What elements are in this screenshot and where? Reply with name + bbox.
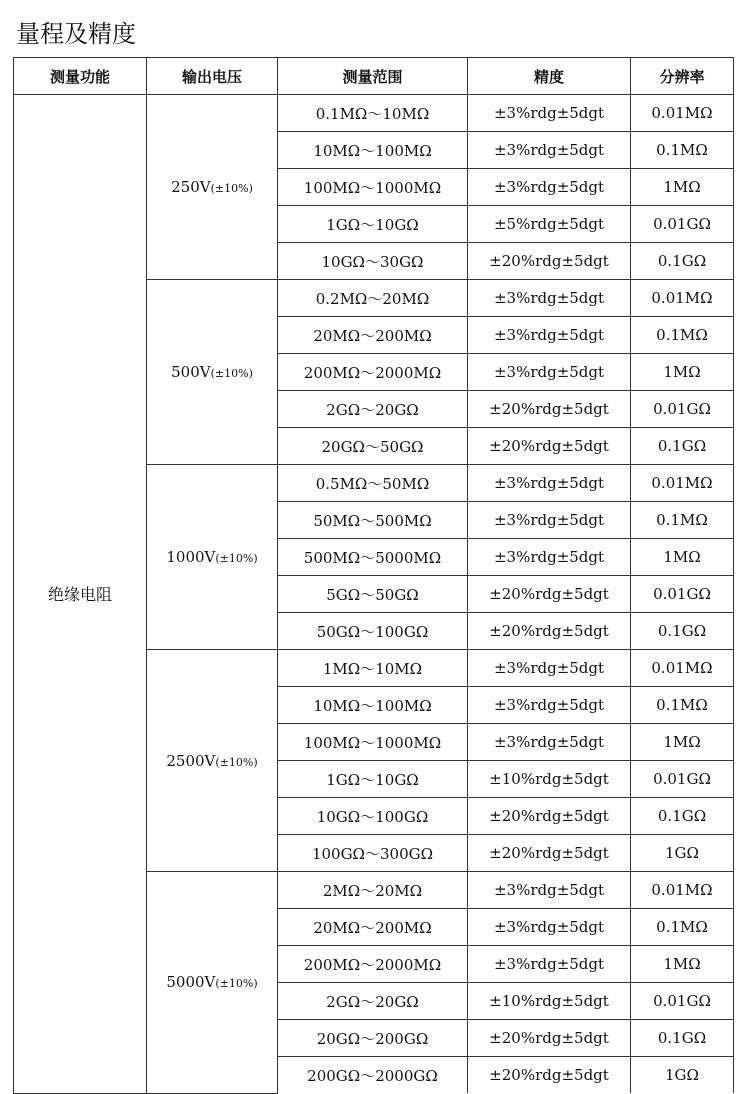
voltage-cell: [147, 280, 278, 465]
resolution-cell: 0.01GΩ: [631, 576, 734, 613]
voltage-tolerance: (±10%): [210, 367, 253, 380]
resolution-cell: 0.1GΩ: [631, 798, 734, 835]
resolution-cell: 0.1MΩ: [631, 132, 734, 169]
resolution-cell: 0.01MΩ: [631, 280, 734, 317]
accuracy-cell: ±3%rdg±5dgt: [468, 872, 631, 909]
range-cell: 20GΩ～200GΩ: [278, 1020, 468, 1057]
resolution-cell: 1MΩ: [631, 946, 734, 983]
resolution-cell: 0.1MΩ: [631, 502, 734, 539]
accuracy-cell: ±20%rdg±5dgt: [468, 1057, 631, 1094]
accuracy-cell: ±10%rdg±5dgt: [468, 983, 631, 1020]
accuracy-cell: ±20%rdg±5dgt: [468, 798, 631, 835]
resolution-cell: 0.01GΩ: [631, 983, 734, 1020]
accuracy-cell: ±3%rdg±5dgt: [468, 354, 631, 391]
spec-table: [13, 57, 734, 1094]
voltage-value: 2500V: [166, 751, 216, 770]
accuracy-cell: ±3%rdg±5dgt: [468, 687, 631, 724]
range-cell: 100MΩ～1000MΩ: [278, 169, 468, 206]
range-cell: 0.2MΩ～20MΩ: [278, 280, 468, 317]
accuracy-cell: ±3%rdg±5dgt: [468, 909, 631, 946]
resolution-cell: 0.1MΩ: [631, 909, 734, 946]
voltage-value: 5000V: [166, 973, 216, 992]
resolution-cell: 0.1MΩ: [631, 687, 734, 724]
range-cell: 200MΩ～2000MΩ: [278, 354, 468, 391]
accuracy-cell: ±3%rdg±5dgt: [468, 465, 631, 502]
range-cell: 2MΩ～20MΩ: [278, 872, 468, 909]
accuracy-cell: ±10%rdg±5dgt: [468, 761, 631, 798]
range-cell: 20MΩ～200MΩ: [278, 317, 468, 354]
resolution-cell: 0.1GΩ: [631, 428, 734, 465]
accuracy-cell: ±3%rdg±5dgt: [468, 132, 631, 169]
resolution-cell: 1MΩ: [631, 169, 734, 206]
accuracy-cell: ±20%rdg±5dgt: [468, 243, 631, 280]
resolution-cell: 0.1GΩ: [631, 243, 734, 280]
accuracy-cell: ±3%rdg±5dgt: [468, 95, 631, 132]
range-cell: 2GΩ～20GΩ: [278, 983, 468, 1020]
resolution-cell: 0.1GΩ: [631, 1020, 734, 1057]
resolution-cell: 0.1GΩ: [631, 613, 734, 650]
voltage-tolerance: (±10%): [215, 977, 258, 991]
resolution-cell: 1GΩ: [631, 835, 734, 872]
accuracy-cell: ±3%rdg±5dgt: [468, 946, 631, 983]
range-cell: 0.1MΩ～10MΩ: [278, 95, 468, 132]
range-cell: 10GΩ～100GΩ: [278, 798, 468, 835]
voltage-value: 500V: [171, 363, 211, 381]
range-cell: 20GΩ～50GΩ: [278, 428, 468, 465]
resolution-cell: 0.01MΩ: [631, 650, 734, 687]
voltage-cell: [147, 650, 278, 872]
accuracy-cell: ±3%rdg±5dgt: [468, 539, 631, 576]
accuracy-cell: ±3%rdg±5dgt: [468, 280, 631, 317]
resolution-cell: 1MΩ: [631, 724, 734, 761]
range-cell: 200MΩ～2000MΩ: [278, 946, 468, 983]
resolution-cell: 0.1MΩ: [631, 317, 734, 354]
resolution-cell: 0.01GΩ: [631, 391, 734, 428]
function-cell: 绝缘电阻: [14, 95, 147, 1094]
resolution-cell: 1MΩ: [631, 354, 734, 391]
voltage-tolerance: (±10%): [210, 182, 253, 195]
range-cell: 100GΩ～300GΩ: [278, 835, 468, 872]
range-cell: 1GΩ～10GΩ: [278, 206, 468, 243]
range-cell: 1MΩ～10MΩ: [278, 650, 468, 687]
range-cell: 200GΩ～2000GΩ: [278, 1057, 468, 1094]
range-cell: 500MΩ～5000MΩ: [278, 539, 468, 576]
header-resolution: 分辨率: [631, 58, 734, 95]
accuracy-cell: ±3%rdg±5dgt: [468, 724, 631, 761]
table-header-row: [14, 58, 734, 95]
accuracy-cell: ±20%rdg±5dgt: [468, 835, 631, 872]
header-function: 测量功能: [14, 58, 147, 95]
range-cell: 20MΩ～200MΩ: [278, 909, 468, 946]
range-cell: 50GΩ～100GΩ: [278, 613, 468, 650]
range-cell: 0.5MΩ～50MΩ: [278, 465, 468, 502]
range-cell: 1GΩ～10GΩ: [278, 761, 468, 798]
header-output-voltage: 输出电压: [147, 58, 278, 95]
accuracy-cell: ±20%rdg±5dgt: [468, 576, 631, 613]
header-accuracy: 精度: [468, 58, 631, 95]
range-cell: 100MΩ～1000MΩ: [278, 724, 468, 761]
range-cell: 10MΩ～100MΩ: [278, 687, 468, 724]
range-cell: 10GΩ～30GΩ: [278, 243, 468, 280]
resolution-cell: 0.01MΩ: [631, 95, 734, 132]
resolution-cell: 0.01GΩ: [631, 761, 734, 798]
accuracy-cell: ±3%rdg±5dgt: [468, 317, 631, 354]
range-cell: 10MΩ～100MΩ: [278, 132, 468, 169]
range-cell: 2GΩ～20GΩ: [278, 391, 468, 428]
header-range: 测量范围: [278, 58, 468, 95]
resolution-cell: 0.01MΩ: [631, 872, 734, 909]
accuracy-cell: ±20%rdg±5dgt: [468, 613, 631, 650]
resolution-cell: 1GΩ: [631, 1057, 734, 1094]
voltage-tolerance: (±10%): [215, 755, 258, 769]
table-body: [14, 95, 734, 1094]
resolution-cell: 0.01GΩ: [631, 206, 734, 243]
table-row: [14, 95, 734, 132]
voltage-cell: [147, 95, 278, 280]
accuracy-cell: ±3%rdg±5dgt: [468, 650, 631, 687]
accuracy-cell: ±3%rdg±5dgt: [468, 502, 631, 539]
voltage-tolerance: (±10%): [215, 552, 258, 565]
voltage-value: 250V: [171, 178, 211, 196]
accuracy-cell: ±5%rdg±5dgt: [468, 206, 631, 243]
accuracy-cell: ±3%rdg±5dgt: [468, 169, 631, 206]
accuracy-cell: ±20%rdg±5dgt: [468, 428, 631, 465]
range-cell: 50MΩ～500MΩ: [278, 502, 468, 539]
resolution-cell: 0.01MΩ: [631, 465, 734, 502]
resolution-cell: 1MΩ: [631, 539, 734, 576]
voltage-cell: [147, 872, 278, 1094]
voltage-cell: [147, 465, 278, 650]
accuracy-cell: ±20%rdg±5dgt: [468, 1020, 631, 1057]
voltage-value: 1000V: [166, 548, 216, 566]
page-title: 量程及精度: [16, 20, 136, 48]
accuracy-cell: ±20%rdg±5dgt: [468, 391, 631, 428]
range-cell: 5GΩ～50GΩ: [278, 576, 468, 613]
